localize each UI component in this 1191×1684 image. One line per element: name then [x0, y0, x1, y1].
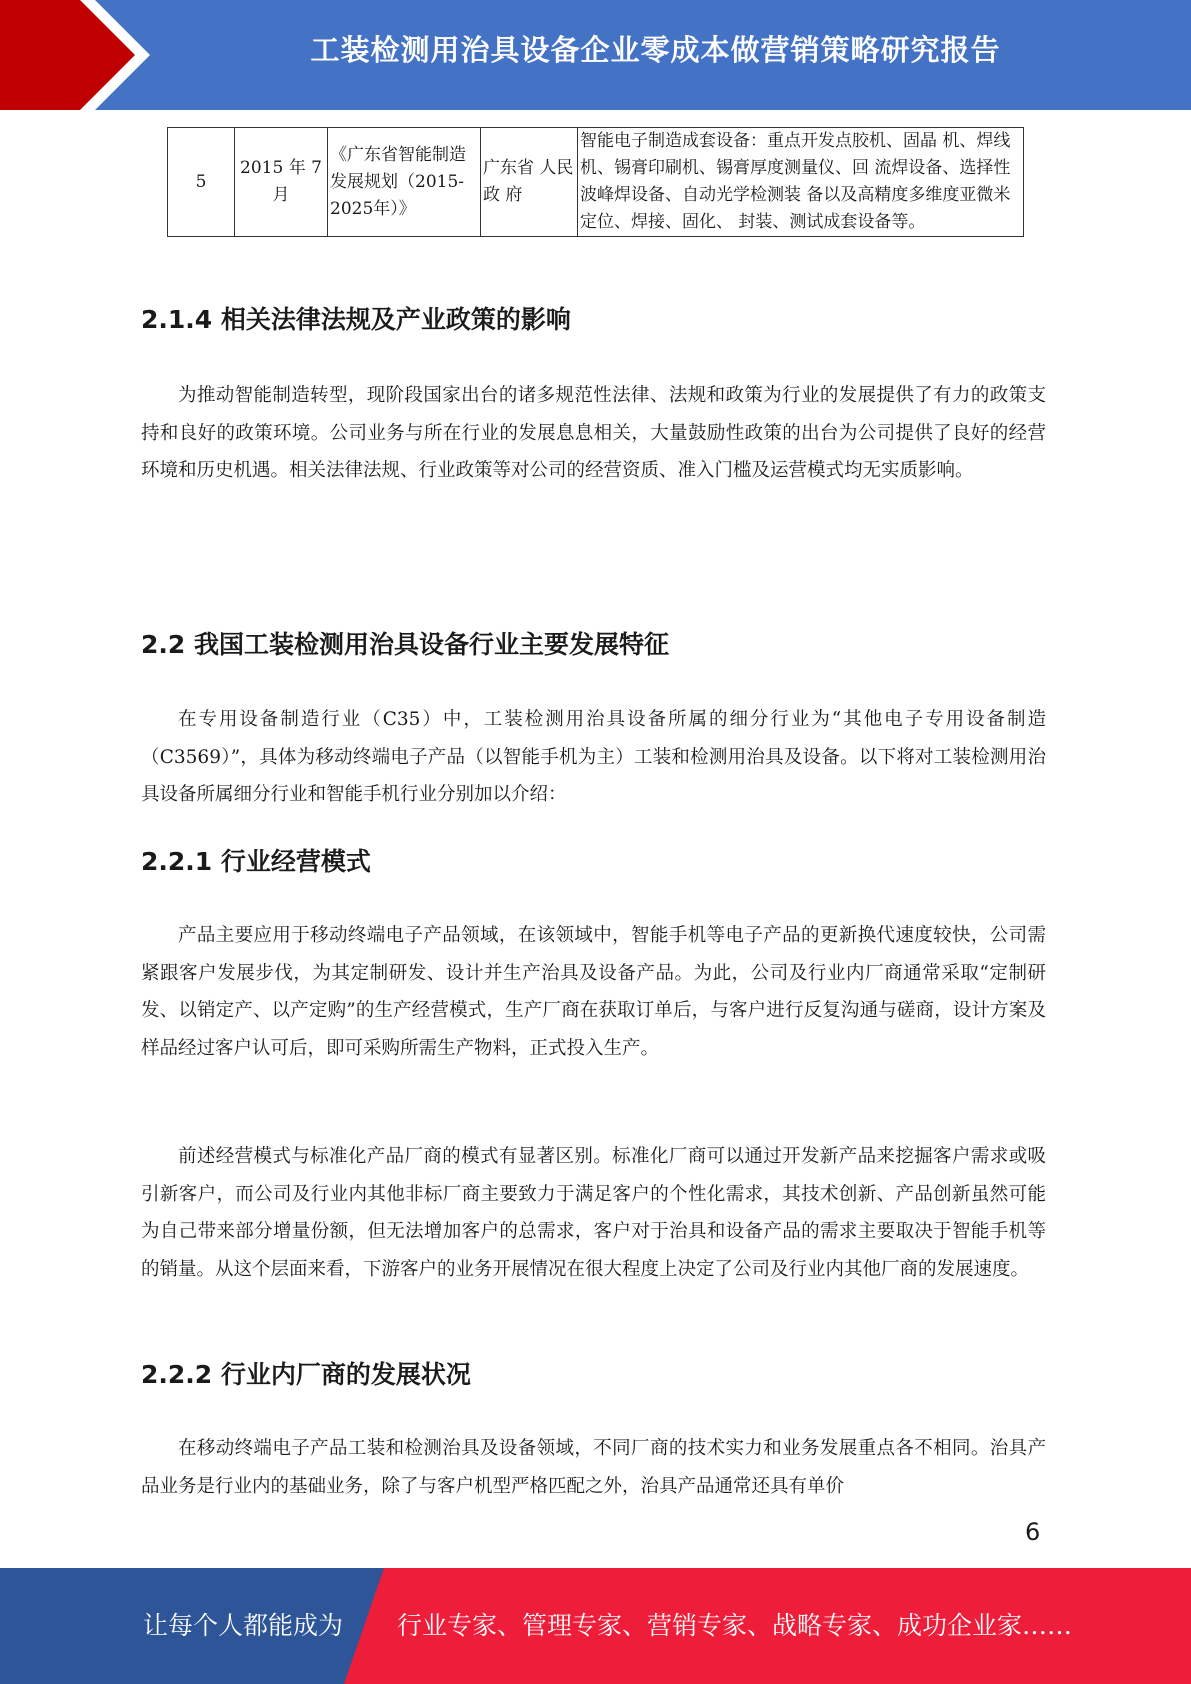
section-heading-2-2-1: 2.2.1 行业经营模式 — [141, 847, 371, 876]
table-row — [168, 128, 1024, 237]
page-number: 6 — [1025, 1518, 1041, 1546]
paragraph: 在专用设备制造行业（C35）中，工装检测用治具设备所属的细分行业为“其他电子专用设备制造（C3569）”，具体为移动终端电子产品（以智能手机为主）工装和检测用治具及设备。以下将对工装检测用治具设备所属细分行业和智能手机行业分别加以介绍： — [141, 709, 1046, 805]
page-header — [0, 0, 1191, 110]
report-title: 工装检测用治具设备企业零成本做营销策略研究报告 — [310, 33, 1001, 67]
section-heading-2-2: 2.2 我国工装检测用治具设备行业主要发展特征 — [141, 630, 669, 659]
policy-table — [167, 127, 1024, 237]
table-cell-issuer: 广东省 人民政 府 — [481, 128, 578, 237]
section-heading-2-2-2: 2.2.2 行业内厂商的发展状况 — [141, 1360, 471, 1389]
paragraph: 在移动终端电子产品工装和检测治具及设备领域，不同厂商的技术实力和业务发展重点各不相同。治具产品业务是行业内的基础业务，除了与客户机型严格匹配之外，治具产品通常还具有单价 — [141, 1438, 1046, 1497]
footer-slogan-left: 让每个人都能成为 — [143, 1611, 344, 1640]
section-heading-2-1-4: 2.1.4 相关法律法规及产业政策的影响 — [141, 305, 571, 334]
table-cell-policy-name: 《广东省智能制造发展规划（2015-2025年）》 — [328, 128, 481, 237]
paragraph: 前述经营模式与标准化产品厂商的模式有显著区别。标准化厂商可以通过开发新产品来挖掘客户需求或吸引新客户，而公司及行业内其他非标厂商主要致力于满足客户的个性化需求，其技术创新、产品创新虽然可能为自己带来部分增量份额，但无法增加客户的总需求，客户对于治具和设备产品的需求主要取决于智能手机等的销量。从这个层面来看，下游客户的业务开展情况在很大程度上决定了公司及行业内其他厂商的发展速度。 — [141, 1146, 1046, 1280]
page-footer — [0, 1568, 1191, 1684]
paragraph: 为推动智能制造转型，现阶段国家出台的诸多规范性法律、法规和政策为行业的发展提供了有力的政策支持和良好的政策环境。公司业务与所在行业的发展息息相关，大量鼓励性政策的出台为公司提供了良好的经营环境和历史机遇。相关法律法规、行业政策等对公司的经营资质、准入门槛及运营模式均无实质影响。 — [141, 385, 1046, 481]
table-cell-description: 智能电子制造成套设备：重点开发点胶机、固晶 机、焊线机、锡膏印刷机、锡膏厚度测量仪、回 流焊设备、选择性波峰焊设备、自动光学检测装 备以及高精度多维度亚微米定位、焊接、固化、 封装、测试成套设备等。 — [578, 128, 1024, 237]
table-cell-date: 2015 年 7月 — [235, 128, 328, 237]
paragraph: 产品主要应用于移动终端电子产品领域，在该领域中，智能手机等电子产品的更新换代速度较快，公司需紧跟客户发展步伐，为其定制研发、设计并生产治具及设备产品。为此，公司及行业内厂商通常采取“定制研发、以销定产、以产定购”的生产经营模式，生产厂商在获取订单后，与客户进行反复沟通与磋商，设计方案及样品经过客户认可后，即可采购所需生产物料，正式投入生产。 — [141, 925, 1046, 1059]
table-cell-no: 5 — [168, 128, 235, 237]
footer-slogan-right: 行业专家、管理专家、营销专家、战略专家、成功企业家…… — [397, 1611, 1073, 1640]
